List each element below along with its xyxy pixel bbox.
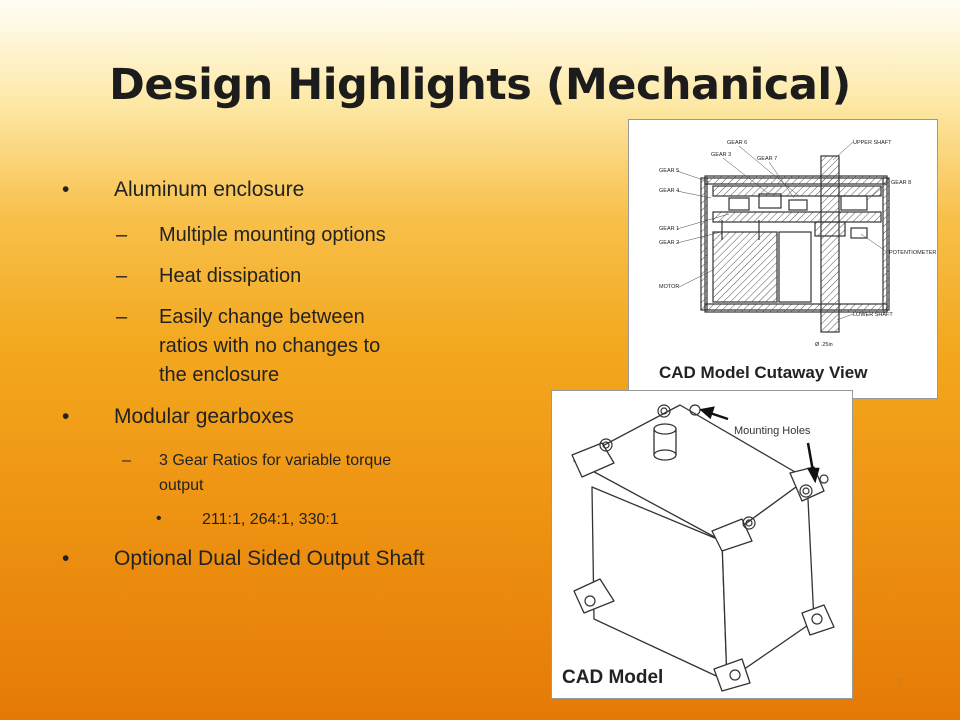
dash-icon: –: [116, 306, 128, 329]
bullet-dot-icon: •: [62, 546, 70, 570]
label-diameter: Ø .25in: [815, 342, 833, 348]
cad-model-figure: [551, 390, 853, 699]
bullet-item: • Aluminum enclosure: [62, 175, 512, 205]
sub-bullet-item: – 3 Gear Ratios for variable torque output: [62, 449, 429, 499]
sub-bullet-item: – Heat dissipation: [62, 262, 512, 291]
cad-model-drawing: [552, 391, 852, 698]
sub-bullet-item: – Multiple mounting options: [62, 221, 512, 250]
dash-icon: –: [122, 451, 131, 469]
label-gear4: GEAR 4: [659, 188, 680, 194]
label-gear2: GEAR 2: [659, 240, 680, 246]
label-potentiometer: POTENTIOMETER: [889, 250, 937, 256]
bullet-dot-icon: •: [62, 178, 70, 201]
bullet-item: • Modular gearboxes: [62, 402, 512, 432]
label-lower-shaft: LOWER SHAFT: [853, 312, 893, 318]
cad-cutaway-figure: [628, 119, 938, 399]
sub-sub-bullet-item: • 211:1, 264:1, 330:1: [62, 508, 512, 531]
slide-title: Design Highlights (Mechanical): [109, 60, 851, 110]
dash-icon: –: [116, 265, 128, 288]
bullet-dot-icon: •: [62, 405, 70, 429]
mounting-holes-label: Mounting Holes: [734, 425, 811, 437]
dash-icon: –: [116, 224, 128, 247]
bullet-dot-icon: •: [156, 510, 162, 528]
sub-bullet-item: – Easily change between ratios with no changes to the enclosure: [62, 303, 389, 390]
bullet-list: [62, 175, 512, 590]
label-gear5: GEAR 5: [659, 168, 680, 174]
cutaway-drawing: [629, 120, 937, 398]
model-caption: CAD Model: [562, 667, 664, 688]
label-motor: MOTOR: [659, 284, 680, 290]
page-number: 7: [896, 676, 903, 690]
label-gear1: GEAR 1: [659, 226, 680, 232]
label-gear8: GEAR 8: [891, 180, 912, 186]
label-gear3: GEAR 3: [711, 152, 732, 158]
label-upper-shaft: UPPER SHAFT: [853, 140, 892, 146]
label-gear7: GEAR 7: [757, 156, 778, 162]
bullet-item: • Optional Dual Sided Output Shaft: [62, 544, 444, 574]
label-gear6: GEAR 6: [727, 140, 748, 146]
cutaway-caption: CAD Model Cutaway View: [659, 363, 868, 382]
